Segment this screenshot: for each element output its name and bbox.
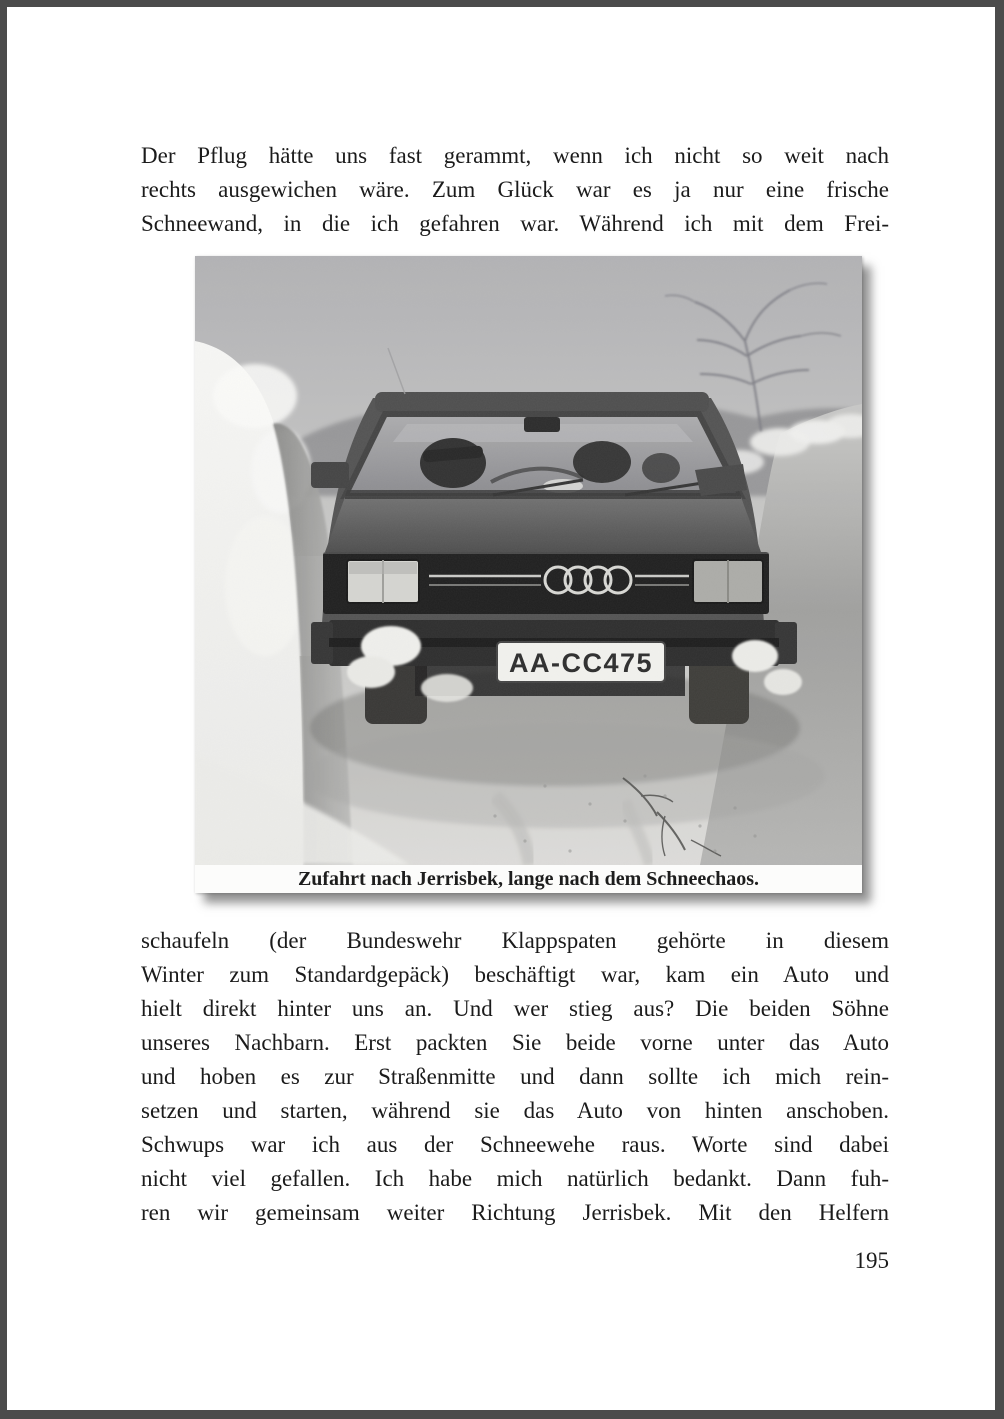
text-line: Schwups war ich aus der Schneewehe raus. Worte sind dabei xyxy=(141,1132,889,1157)
text-line: rechts ausgewichen wäre. Zum Glück war es ja nur eine frische xyxy=(141,177,889,202)
photo-caption: Zufahrt nach Jerrisbek, lange nach dem Schneechaos. xyxy=(195,865,862,893)
text-line: schaufeln (der Bundeswehr Klappspaten gehörte in diesem xyxy=(141,928,889,953)
paragraph-bottom xyxy=(141,924,889,1230)
photo-figure xyxy=(195,256,862,893)
text-line: ren wir gemeinsam weiter Richtung Jerrisbek. Mit den Helfern xyxy=(141,1200,889,1225)
page-content xyxy=(7,7,995,1410)
text-line: hielt direkt hinter uns an. Und wer stieg aus? Die beiden Söhne xyxy=(141,996,889,1021)
paragraph-top xyxy=(141,139,889,241)
film-grain xyxy=(195,256,862,865)
text-line: nicht viel gefallen. Ich habe mich natürlich bedankt. Dann fuh- xyxy=(141,1166,889,1191)
text-line: Schneewand, in die ich gefahren war. Während ich mit dem Frei- xyxy=(141,211,889,236)
page-number: 195 xyxy=(854,1248,889,1273)
text-line: und hoben es zur Straßenmitte und dann sollte ich mich rein- xyxy=(141,1064,889,1089)
text-line: unseres Nachbarn. Erst packten Sie beide vorne unter das Auto xyxy=(141,1030,889,1055)
snow-car-photo xyxy=(195,256,862,865)
text-line: Winter zum Standardgepäck) beschäftigt war, kam ein Auto und xyxy=(141,962,889,987)
text-line: setzen und starten, während sie das Auto von hinten anschoben. xyxy=(141,1098,889,1123)
text-line: Der Pflug hätte uns fast gerammt, wenn ich nicht so weit nach xyxy=(141,143,889,168)
